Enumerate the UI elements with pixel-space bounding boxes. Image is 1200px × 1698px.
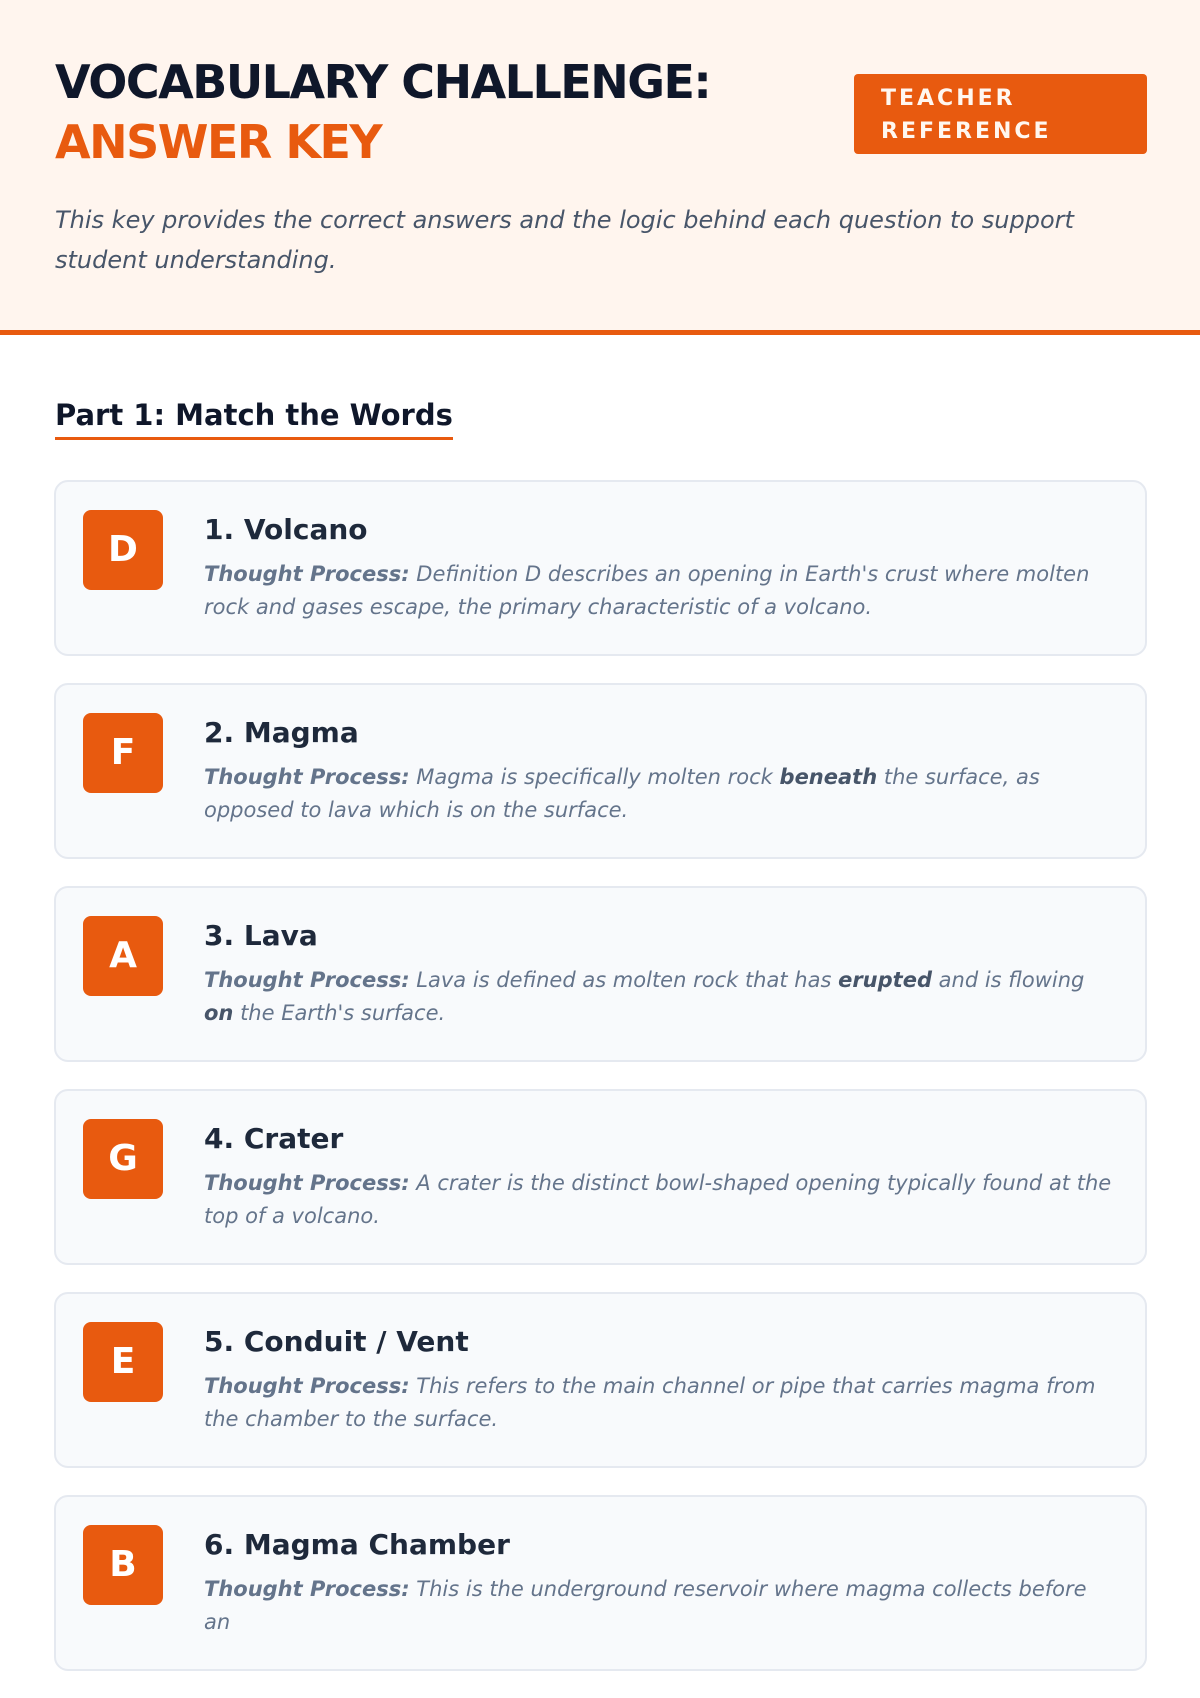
thought-process-label: Thought Process: bbox=[204, 1374, 410, 1398]
explanation-text: This refers to the main channel or pipe that carries magma from the chamber to the surface. bbox=[204, 1374, 1096, 1431]
explanation-text: Magma is specifically molten rock bbox=[409, 765, 780, 789]
thought-process-label: Thought Process: bbox=[204, 1577, 410, 1601]
answer-term: 2. Magma bbox=[204, 716, 359, 749]
title-block bbox=[55, 52, 710, 172]
answer-content bbox=[204, 510, 1117, 624]
explanation-text: the Earth's surface. bbox=[233, 1001, 446, 1025]
answer-letter-badge: B bbox=[83, 1525, 163, 1605]
emphasis-text: erupted bbox=[838, 968, 932, 992]
answer-explanation bbox=[204, 761, 1117, 827]
explanation-text: Lava is defined as molten rock that has bbox=[409, 968, 839, 992]
explanation-text: Definition D describes an opening in Earth's crust where molten rock and gases escape, the primary characteristic of a volcano. bbox=[204, 562, 1090, 619]
answer-explanation bbox=[204, 1370, 1117, 1436]
answer-content bbox=[204, 1525, 1117, 1639]
badge-line2: REFERENCE bbox=[881, 119, 1052, 144]
teacher-reference-badge bbox=[854, 74, 1147, 154]
answer-explanation bbox=[204, 1167, 1117, 1233]
answer-card bbox=[54, 1292, 1147, 1468]
answer-letter-badge: D bbox=[83, 510, 163, 590]
answer-card bbox=[54, 1089, 1147, 1265]
answer-content bbox=[204, 713, 1117, 827]
answer-explanation bbox=[204, 1573, 1117, 1639]
answer-card bbox=[54, 1495, 1147, 1671]
thought-process-label: Thought Process: bbox=[204, 968, 410, 992]
answer-term: 6. Magma Chamber bbox=[204, 1528, 510, 1561]
answer-list bbox=[54, 480, 1147, 1698]
explanation-text: the surface, as opposed to lava which is on the surface. bbox=[204, 765, 1040, 822]
answer-explanation bbox=[204, 558, 1117, 624]
answer-term: 4. Crater bbox=[204, 1122, 344, 1155]
emphasis-text: beneath bbox=[779, 765, 878, 789]
answer-content bbox=[204, 1119, 1117, 1233]
page-title: VOCABULARY CHALLENGE: bbox=[55, 55, 711, 109]
answer-letter-badge: F bbox=[83, 713, 163, 793]
explanation-text: A crater is the distinct bowl-shaped opening typically found at the top of a volcano. bbox=[204, 1171, 1112, 1228]
badge-line1: TEACHER bbox=[881, 86, 1016, 111]
answer-card bbox=[54, 480, 1147, 656]
answer-term: 3. Lava bbox=[204, 919, 318, 952]
answer-explanation bbox=[204, 964, 1117, 1030]
answer-content bbox=[204, 916, 1117, 1030]
answer-term: 1. Volcano bbox=[204, 513, 368, 546]
answer-letter-badge: A bbox=[83, 916, 163, 996]
answer-letter-badge: E bbox=[83, 1322, 163, 1402]
explanation-text: and is flowing bbox=[931, 968, 1085, 992]
intro-text: This key provides the correct answers and the logic behind each question to support student understanding. bbox=[55, 206, 1074, 274]
thought-process-label: Thought Process: bbox=[204, 765, 410, 789]
answer-card bbox=[54, 683, 1147, 859]
explanation-text: This is the underground reservoir where magma collects before an bbox=[204, 1577, 1087, 1634]
page-header bbox=[0, 0, 1200, 335]
thought-process-label: Thought Process: bbox=[204, 562, 410, 586]
answer-card bbox=[54, 886, 1147, 1062]
section-heading: Part 1: Match the Words bbox=[55, 396, 453, 440]
answer-letter-badge: G bbox=[83, 1119, 163, 1199]
thought-process-label: Thought Process: bbox=[204, 1171, 410, 1195]
answer-content bbox=[204, 1322, 1117, 1436]
page-subtitle-title: ANSWER KEY bbox=[55, 115, 382, 169]
answer-term: 5. Conduit / Vent bbox=[204, 1325, 469, 1358]
emphasis-text: on bbox=[204, 1001, 234, 1025]
